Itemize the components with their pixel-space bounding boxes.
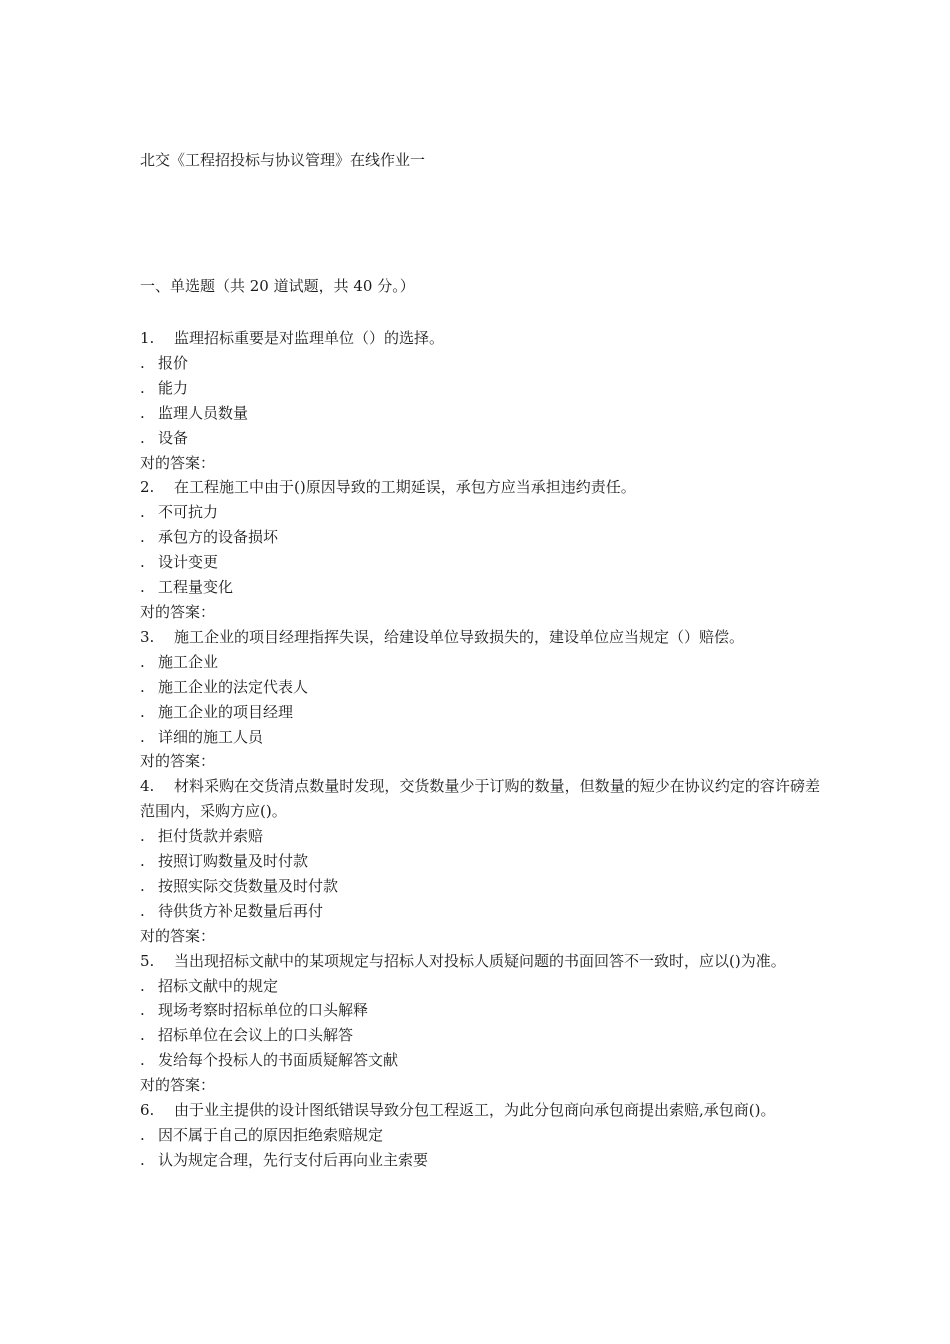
question-block [140,475,820,624]
option-marker: . [140,403,145,422]
answer-option [140,675,820,700]
option-marker: . [140,827,145,846]
correct-answer-label: 对的答案： [140,926,216,945]
option-marker: . [140,727,145,746]
option-text: 拒付货款并索赔 [158,827,264,846]
question-stem [140,1098,820,1123]
section-heading: 一、单选题（共 20 道试题，共 40 分。） [140,277,415,295]
option-text: 认为规定合理，先行支付后再向业主索要 [158,1150,429,1169]
correct-answer-label: 对的答案： [140,752,216,771]
answer-option [140,500,820,525]
answer-option [140,550,820,575]
option-marker: . [140,378,145,397]
option-text: 因不属于自己的原因拒绝索赔规定 [158,1126,384,1144]
question-stem [140,475,820,500]
option-text: 工程量变化 [158,578,234,597]
option-text: 设备 [158,428,189,447]
answer-option [140,1148,820,1173]
question-number: 3. [140,627,155,646]
option-text: 施工企业的项目经理 [158,702,294,721]
option-marker: . [140,578,145,597]
question-stem [140,625,820,650]
option-text: 按照实际交货数量及时付款 [158,876,339,895]
answer-option [140,525,820,550]
question-number: 1. [140,329,155,347]
answer-option [140,376,820,401]
answer-option [140,998,820,1023]
answer-option [140,575,820,600]
option-text: 现场考察时招标单位的口头解释 [158,1001,369,1020]
question-block [140,625,820,774]
option-text: 报价 [158,353,189,372]
option-text: 设计变更 [158,553,219,572]
option-marker: . [140,1026,145,1045]
question-block [140,774,820,948]
option-marker: . [140,428,145,447]
answer-option [140,1123,820,1148]
document-title: 北交《工程招投标与协议管理》在线作业一 [140,151,426,169]
option-text: 详细的施工人员 [158,727,264,746]
answer-option [140,1048,820,1073]
question-text: 当出现招标文献中的某项规定与招标人对投标人质疑问题的书面回答不一致时，应以()为准。 [174,951,786,970]
answer-option [140,974,820,999]
option-text: 不可抗力 [158,503,219,522]
question-number: 2. [140,478,155,497]
answer-option [140,401,820,426]
option-text: 招标文献中的规定 [158,976,279,995]
answer-option [140,1023,820,1048]
answer-option [140,700,820,725]
option-text: 招标单位在会议上的口头解答 [158,1026,354,1045]
question-stem [140,949,820,974]
option-marker: . [140,677,145,696]
correct-answer-label: 对的答案： [140,453,216,472]
option-marker: . [140,976,145,995]
option-marker: . [140,1150,145,1169]
correct-answer-label: 对的答案： [140,602,216,621]
answer-option [140,824,820,849]
question-block [140,326,820,475]
option-text: 监理人员数量 [158,403,249,422]
answer-option [140,874,820,899]
question-stem [140,774,820,824]
question-block [140,1098,820,1173]
answer-option [140,849,820,874]
correct-answer-label: 对的答案： [140,1076,216,1095]
option-marker: . [140,553,145,572]
option-marker: . [140,876,145,895]
question-text: 在工程施工中由于()原因导致的工期延误，承包方应当承担违约责任。 [174,478,636,497]
option-marker: . [140,528,145,547]
question-number: 4. [140,777,155,796]
option-marker: . [140,353,145,372]
question-text: 施工企业的项目经理指挥失误，给建设单位导致损失的，建设单位应当规定（）赔偿。 [174,627,745,646]
question-number: 5. [140,951,155,970]
question-block [140,949,820,1098]
option-marker: . [140,652,145,671]
option-marker: . [140,702,145,721]
question-text: 材料采购在交货清点数量时发现，交货数量少于订购的数量，但数量的短少在协议约定的容许磅差范围内，采购方应()。 [140,777,820,821]
question-text: 由于业主提供的设计图纸错误导致分包工程返工，为此分包商向承包商提出索赔,承包商()。 [174,1101,776,1120]
answer-option [140,650,820,675]
option-marker: . [140,852,145,871]
option-text: 施工企业 [158,652,219,671]
option-marker: . [140,503,145,522]
question-text: 监理招标重要是对监理单位（）的选择。 [174,329,445,347]
option-text: 施工企业的法定代表人 [158,677,309,696]
option-marker: . [140,901,145,920]
option-text: 按照订购数量及时付款 [158,852,309,871]
answer-option [140,725,820,750]
option-text: 发给每个投标人的书面质疑解答文献 [158,1051,399,1070]
question-stem [140,326,820,351]
option-marker: . [140,1051,145,1070]
option-text: 承包方的设备损坏 [158,528,279,547]
answer-option [140,426,820,451]
answer-option [140,899,820,924]
question-number: 6. [140,1101,155,1120]
option-marker: . [140,1001,145,1020]
option-text: 能力 [158,378,189,397]
question-list [140,326,820,1173]
option-marker: . [140,1126,145,1144]
option-text: 待供货方补足数量后再付 [158,901,324,920]
answer-option [140,351,820,376]
